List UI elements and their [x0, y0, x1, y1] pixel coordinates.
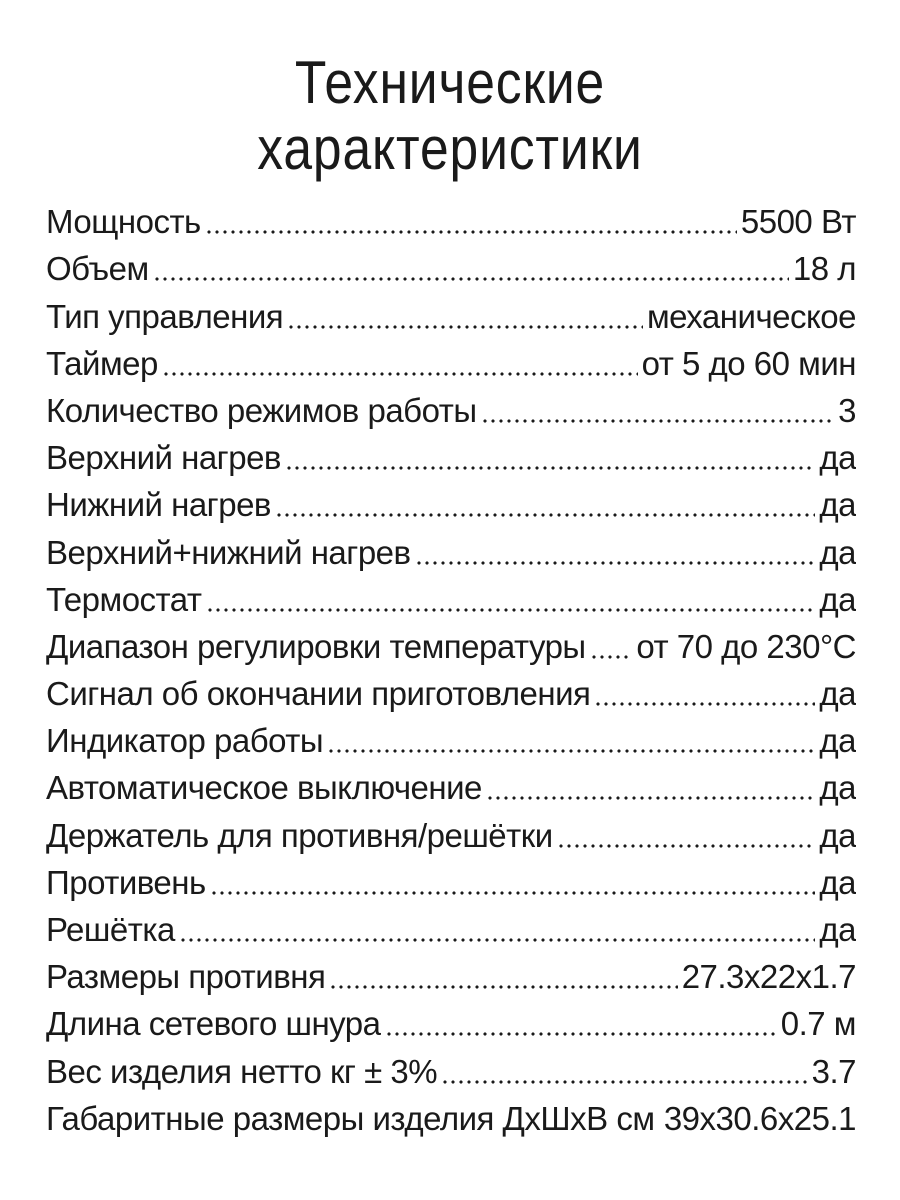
- spec-row-modes: [46, 384, 856, 431]
- spec-label: Диапазон регулировки температуры: [46, 627, 586, 665]
- dot-leader: [441, 1080, 808, 1084]
- dot-leader: [329, 985, 677, 989]
- spec-value: да: [819, 439, 856, 477]
- spec-row-temperature-range: [46, 620, 856, 667]
- spec-row-net-weight: [46, 1044, 856, 1091]
- spec-label: Мощность: [46, 203, 201, 241]
- spec-value: 18 л: [792, 250, 856, 288]
- page-title: [63, 50, 837, 182]
- spec-value: 5500 Вт: [740, 203, 856, 241]
- spec-row-volume: [46, 242, 856, 289]
- spec-row-cord-length: [46, 997, 856, 1044]
- spec-label: Сигнал об окончании приготовления: [46, 675, 591, 713]
- spec-label: Верхний нагрев: [46, 439, 281, 477]
- spec-value: да: [819, 722, 856, 760]
- dot-leader: [594, 702, 815, 706]
- spec-row-timer: [46, 337, 856, 384]
- spec-row-power: [46, 195, 856, 242]
- spec-value: да: [819, 816, 856, 854]
- spec-value: да: [819, 533, 856, 571]
- dot-leader: [206, 608, 816, 612]
- spec-label: Решётка: [46, 911, 175, 948]
- spec-row-end-signal: [46, 667, 856, 714]
- spec-value: да: [819, 675, 856, 713]
- spec-label: Вес изделия нетто кг ± 3%: [46, 1052, 438, 1090]
- spec-value: 39x30.6x25.1: [663, 1099, 856, 1137]
- spec-label: Габаритные размеры изделия ДхШхВ см: [46, 1099, 655, 1137]
- dot-leader: [210, 891, 816, 895]
- page-title-line-1: Технические: [294, 49, 606, 116]
- spec-value: да: [819, 769, 856, 807]
- spec-row-grill-rack: [46, 903, 856, 950]
- spec-row-tray-holder: [46, 808, 856, 855]
- spec-value: механическое: [646, 297, 856, 335]
- dot-leader: [327, 749, 815, 753]
- spec-label: Тип управления: [46, 297, 284, 335]
- spec-label: Длина сетевого шнура: [46, 1005, 381, 1043]
- spec-label: Держатель для противня/решётки: [46, 816, 553, 854]
- spec-label: Автоматическое выключение: [46, 769, 482, 807]
- spec-value: да: [819, 863, 856, 901]
- spec-value: 3.7: [811, 1052, 856, 1090]
- spec-label: Термостат: [46, 580, 202, 618]
- spec-row-bottom-heating: [46, 478, 856, 525]
- spec-value: от 70 до 230°C: [636, 627, 856, 665]
- dot-leader: [415, 561, 816, 565]
- dot-leader: [285, 466, 815, 470]
- spec-value: от 5 до 60 мин: [641, 344, 856, 382]
- dot-leader: [590, 655, 633, 659]
- spec-label: Объем: [46, 250, 149, 288]
- spec-label: Индикатор работы: [46, 722, 324, 760]
- spec-row-top-heating: [46, 431, 856, 478]
- spec-label: Нижний нагрев: [46, 486, 271, 524]
- spec-row-tray: [46, 856, 856, 903]
- dot-leader: [557, 844, 816, 848]
- spec-row-dimensions: [46, 1092, 856, 1139]
- dot-leader: [153, 277, 789, 281]
- spec-value: 0.7 м: [780, 1005, 856, 1043]
- spec-row-auto-off: [46, 761, 856, 808]
- spec-label: Верхний+нижний нагрев: [46, 533, 411, 571]
- dot-leader: [162, 372, 638, 376]
- spec-row-thermostat: [46, 573, 856, 620]
- dot-leader: [481, 419, 835, 423]
- spec-row-combined-heating: [46, 525, 856, 572]
- dot-leader: [659, 1127, 660, 1131]
- dot-leader: [205, 230, 737, 234]
- spec-label: Количество режимов работы: [46, 391, 477, 429]
- spec-list: [46, 195, 856, 1139]
- spec-value: 3: [838, 391, 856, 429]
- spec-label: Таймер: [46, 344, 158, 382]
- dot-leader: [275, 513, 815, 517]
- page-title-line-2: характеристики: [257, 115, 643, 182]
- spec-label: Размеры противня: [46, 958, 326, 996]
- dot-leader: [486, 796, 815, 800]
- spec-value: да: [819, 911, 856, 948]
- spec-row-control-type: [46, 289, 856, 336]
- spec-value: да: [819, 486, 856, 524]
- spec-label: Противень: [46, 863, 206, 901]
- spec-value: да: [819, 580, 856, 618]
- dot-leader: [385, 1032, 777, 1036]
- dot-leader: [179, 938, 816, 942]
- spec-row-indicator: [46, 714, 856, 761]
- dot-leader: [287, 325, 643, 329]
- spec-value: 27.3x22x1.7: [681, 958, 856, 996]
- spec-row-tray-size: [46, 950, 856, 997]
